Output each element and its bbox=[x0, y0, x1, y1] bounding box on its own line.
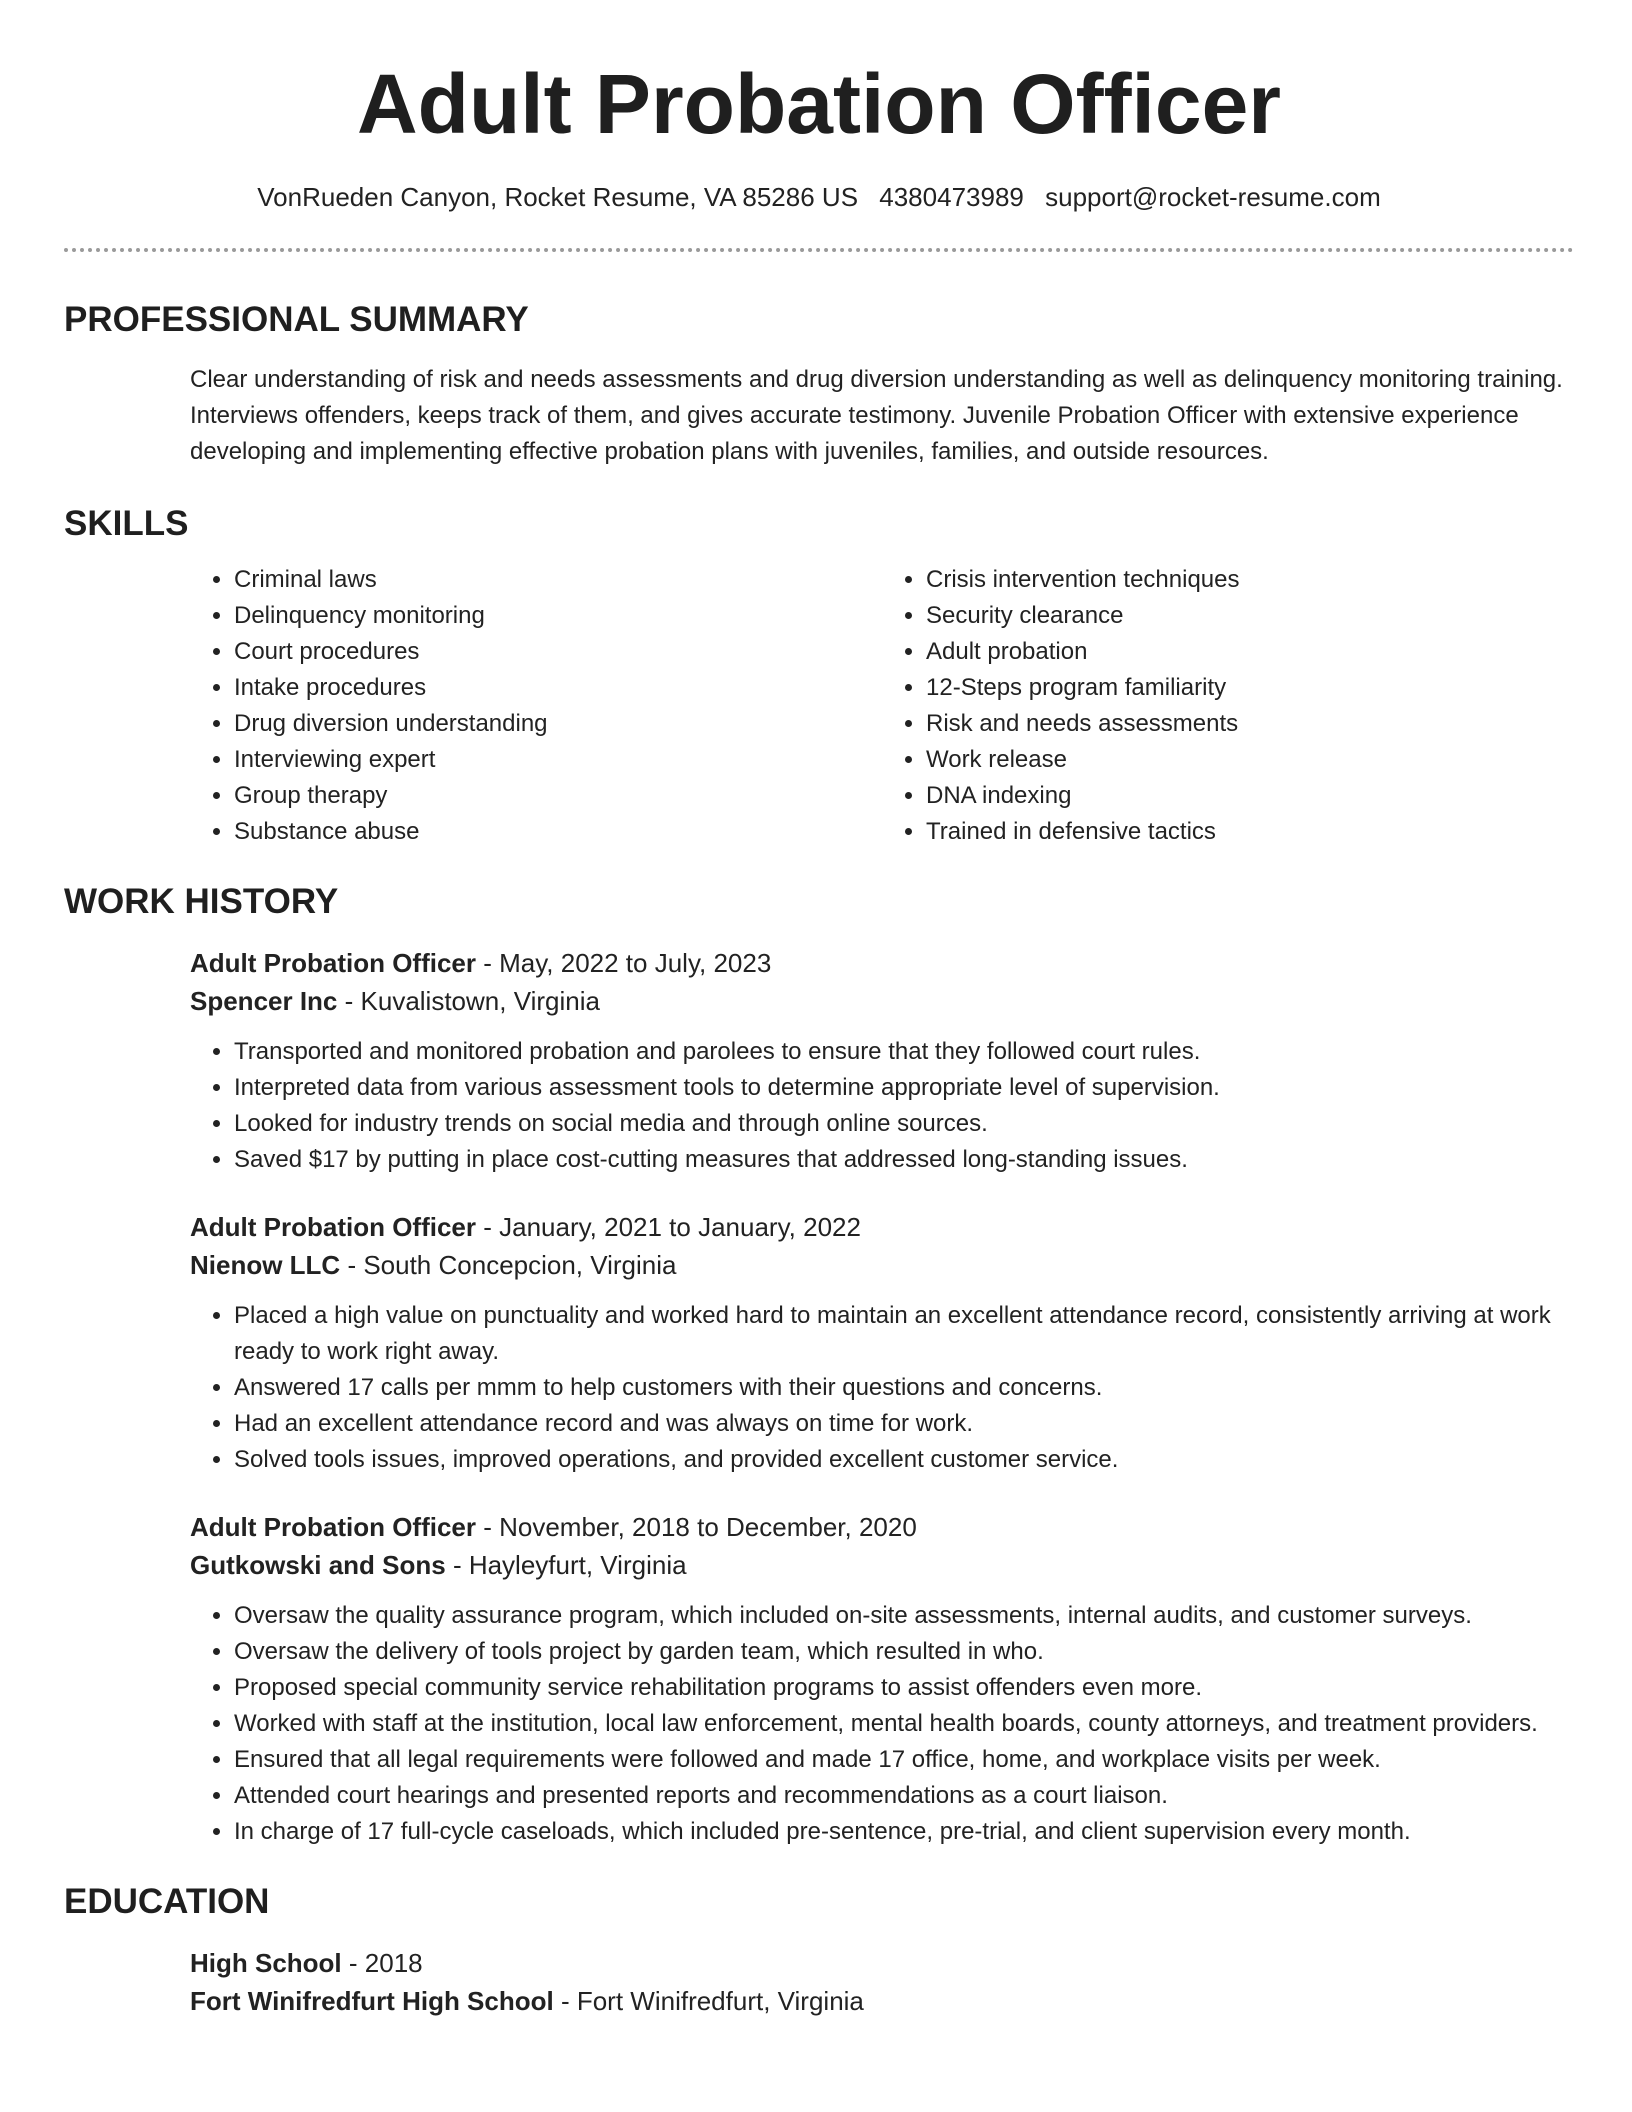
contact-email: support@rocket-resume.com bbox=[1045, 182, 1381, 212]
skills-right-list bbox=[882, 562, 1574, 850]
job-company-line bbox=[190, 1246, 1574, 1284]
job-bullet: • Interpreted data from various assessment tools to determine appropriate level of supervision. bbox=[234, 1070, 1574, 1106]
education-title: EDUCATION bbox=[64, 1882, 270, 1921]
skill-item: • Delinquency monitoring bbox=[234, 598, 882, 634]
education-school: Fort Winifredfurt High School bbox=[190, 1986, 554, 2016]
contact-address: VonRueden Canyon, Rocket Resume, VA 85286 US bbox=[257, 182, 859, 212]
skill-item: • Drug diversion understanding bbox=[234, 706, 882, 742]
job-bullet: • Transported and monitored probation and parolees to ensure that they followed court rules. bbox=[234, 1034, 1574, 1070]
education-degree: High School bbox=[190, 1948, 342, 1978]
job-role-line bbox=[190, 944, 1574, 982]
job-bullet: • Had an excellent attendance record and was always on time for work. bbox=[234, 1406, 1574, 1442]
work-section bbox=[64, 880, 1574, 1850]
job-bullet: • Placed a high value on punctuality and worked hard to maintain an excellent attendance record, consistently arriving at work ready to work right away. bbox=[234, 1298, 1574, 1370]
job-dates: - January, 2021 to January, 2022 bbox=[476, 1212, 861, 1242]
job-location: - South Concepcion, Virginia bbox=[340, 1250, 677, 1280]
job-role: Adult Probation Officer bbox=[190, 1212, 476, 1242]
skill-item: • Substance abuse bbox=[234, 814, 882, 850]
summary-text: Clear understanding of risk and needs assessments and drug diversion understanding as well as delinquency monitoring training. Interviews offenders, keeps track of them, and gives accurate testimony. Juvenile Probation Officer with extensive experience developing and implementing effective probation plans with juveniles, families, and outside resources. bbox=[190, 366, 1563, 465]
skill-item: • Court procedures bbox=[234, 634, 882, 670]
skills-columns bbox=[190, 562, 1574, 850]
job-company-line bbox=[190, 982, 1574, 1020]
job-bullet: • Looked for industry trends on social media and through online sources. bbox=[234, 1106, 1574, 1142]
skills-section bbox=[64, 502, 1574, 850]
education-degree-line bbox=[190, 1944, 1574, 1982]
job-company: Gutkowski and Sons bbox=[190, 1550, 446, 1580]
job-role: Adult Probation Officer bbox=[190, 1512, 476, 1542]
summary-section bbox=[64, 298, 1574, 470]
job-bullets bbox=[190, 1034, 1574, 1178]
job-bullets bbox=[190, 1298, 1574, 1478]
job-bullet: • In charge of 17 full-cycle caseloads, which included pre-sentence, pre-trial, and client supervision every month. bbox=[234, 1814, 1574, 1850]
job-role: Adult Probation Officer bbox=[190, 948, 476, 978]
skills-title: SKILLS bbox=[64, 504, 189, 543]
skill-item: • Work release bbox=[926, 742, 1574, 778]
job-entry bbox=[190, 1208, 1574, 1478]
job-entry bbox=[190, 1508, 1574, 1850]
work-title: WORK HISTORY bbox=[64, 882, 339, 921]
education-body bbox=[190, 1944, 1574, 2020]
job-bullet: • Oversaw the delivery of tools project by garden team, which resulted in who. bbox=[234, 1634, 1574, 1670]
job-bullet: • Ensured that all legal requirements were followed and made 17 office, home, and workplace visits per week. bbox=[234, 1742, 1574, 1778]
job-role-line bbox=[190, 1208, 1574, 1246]
education-location: - Fort Winifredfurt, Virginia bbox=[553, 1986, 864, 2016]
skill-item: • Intake procedures bbox=[234, 670, 882, 706]
education-school-line bbox=[190, 1982, 1574, 2020]
job-location: - Hayleyfurt, Virginia bbox=[445, 1550, 687, 1580]
summary-title: PROFESSIONAL SUMMARY bbox=[64, 300, 529, 339]
contact-phone: 4380473989 bbox=[879, 182, 1024, 212]
job-entry bbox=[190, 944, 1574, 1178]
skills-left-list bbox=[190, 562, 882, 850]
skill-item: • 12-Steps program familiarity bbox=[926, 670, 1574, 706]
job-bullet: • Oversaw the quality assurance program, which included on-site assessments, internal audits, and customer surveys. bbox=[234, 1598, 1574, 1634]
job-role-line bbox=[190, 1508, 1574, 1546]
resume-page bbox=[64, 52, 1574, 2020]
education-section bbox=[64, 1880, 1574, 2020]
job-bullet: • Worked with staff at the institution, local law enforcement, mental health boards, county attorneys, and treatment providers. bbox=[234, 1706, 1574, 1742]
job-location: - Kuvalistown, Virginia bbox=[337, 986, 600, 1016]
job-dates: - May, 2022 to July, 2023 bbox=[476, 948, 772, 978]
job-bullet: • Solved tools issues, improved operations, and provided excellent customer service. bbox=[234, 1442, 1574, 1478]
header-divider bbox=[64, 248, 1574, 252]
skill-item: • Group therapy bbox=[234, 778, 882, 814]
job-company-line bbox=[190, 1546, 1574, 1584]
work-body bbox=[190, 944, 1574, 1850]
job-company: Nienow LLC bbox=[190, 1250, 341, 1280]
job-bullet: • Answered 17 calls per mmm to help customers with their questions and concerns. bbox=[234, 1370, 1574, 1406]
job-company: Spencer Inc bbox=[190, 986, 338, 1016]
job-bullets bbox=[190, 1598, 1574, 1850]
candidate-name: Adult Probation Officer bbox=[357, 57, 1281, 151]
skill-item: • Trained in defensive tactics bbox=[926, 814, 1574, 850]
skill-item: • Interviewing expert bbox=[234, 742, 882, 778]
contact-line bbox=[64, 180, 1574, 214]
skill-item: • DNA indexing bbox=[926, 778, 1574, 814]
job-bullet: • Attended court hearings and presented reports and recommendations as a court liaison. bbox=[234, 1778, 1574, 1814]
skill-item: • Adult probation bbox=[926, 634, 1574, 670]
summary-body bbox=[190, 362, 1574, 470]
skill-item: • Crisis intervention techniques bbox=[926, 562, 1574, 598]
skill-item: • Security clearance bbox=[926, 598, 1574, 634]
education-year: - 2018 bbox=[341, 1948, 423, 1978]
job-bullet: • Proposed special community service rehabilitation programs to assist offenders even more. bbox=[234, 1670, 1574, 1706]
skill-item: • Risk and needs assessments bbox=[926, 706, 1574, 742]
skill-item: • Criminal laws bbox=[234, 562, 882, 598]
job-bullet: • Saved $17 by putting in place cost-cutting measures that addressed long-standing issues. bbox=[234, 1142, 1574, 1178]
job-dates: - November, 2018 to December, 2020 bbox=[476, 1512, 917, 1542]
